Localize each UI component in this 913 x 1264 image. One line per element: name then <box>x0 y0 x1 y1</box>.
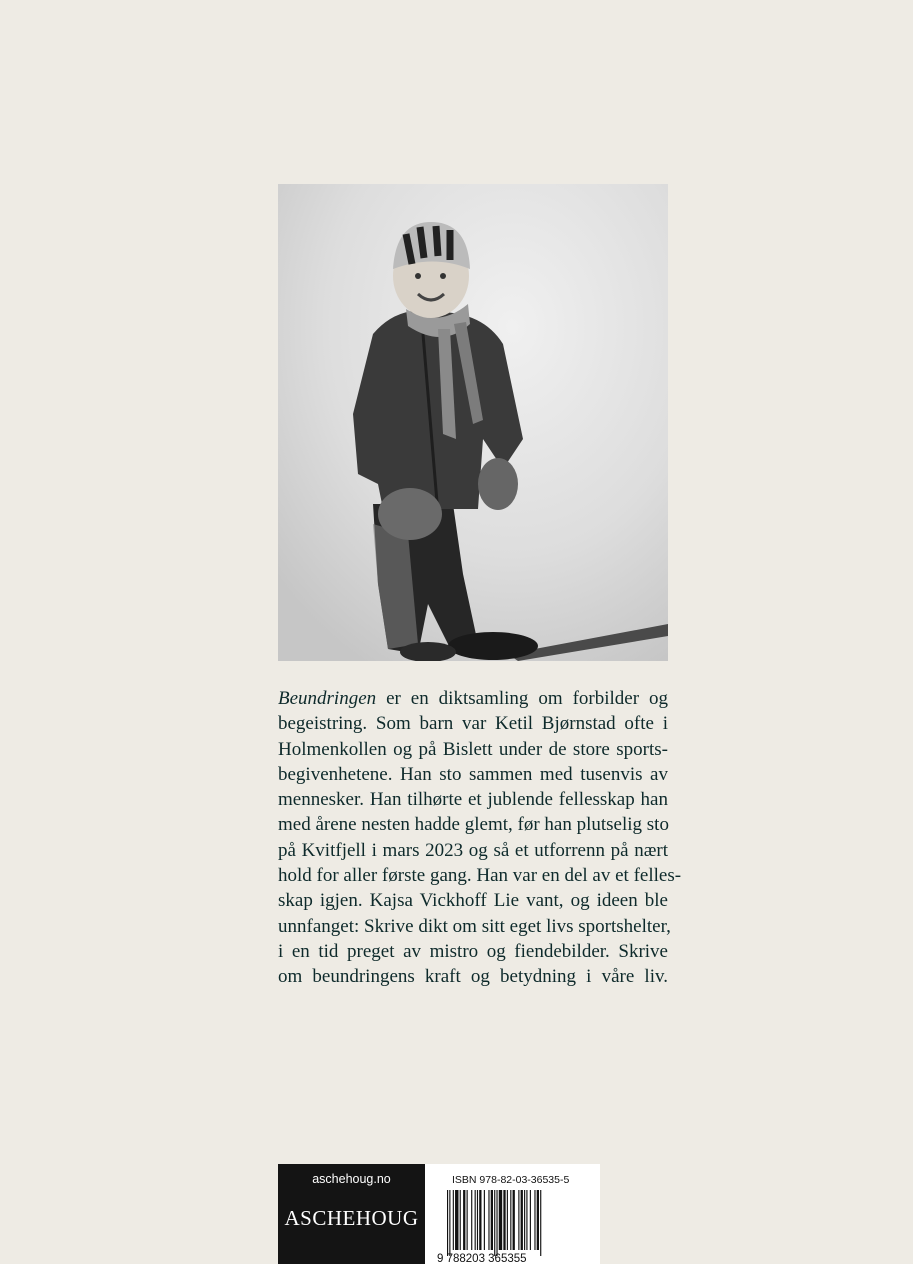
publisher-url[interactable]: aschehoug.no <box>312 1172 391 1186</box>
book-description <box>278 686 682 990</box>
barcode-bar <box>484 1190 485 1250</box>
barcode-bar <box>507 1190 508 1250</box>
barcode-bar <box>526 1190 527 1250</box>
barcode-bar <box>537 1190 539 1250</box>
barcode-bar <box>449 1190 450 1256</box>
barcode-bar <box>453 1190 454 1250</box>
blurb-line-12: om beundringens kraft og betydning i våre liv. <box>278 966 668 988</box>
barcode-bar <box>467 1190 468 1250</box>
barcode-bar <box>513 1190 515 1250</box>
blurb-line-6: med årene nesten hadde glemt, før han plutselig sto <box>278 814 669 836</box>
barcode-bar <box>534 1190 535 1250</box>
barcode-bar <box>479 1190 481 1250</box>
child-in-snow-photo <box>278 184 668 661</box>
barcode-bar <box>496 1190 497 1256</box>
barcode-bar <box>503 1190 505 1250</box>
blurb-line-5: mennesker. Han tilhørte et jublende fellesskap han <box>278 789 668 811</box>
barcode-bar <box>491 1190 493 1250</box>
barcode-bar <box>447 1190 448 1256</box>
blurb-line-3: Holmenkollen og på Bislett under de store sports- <box>278 738 668 760</box>
barcode-bar <box>540 1190 541 1256</box>
barcode-bar <box>499 1190 502 1250</box>
blurb-line-7: på Kvitfjell i mars 2023 og så et utforrenn på nært <box>278 839 668 861</box>
publisher-block <box>278 1164 425 1264</box>
barcode-bar <box>455 1190 458 1250</box>
barcode-bar <box>477 1190 478 1250</box>
book-title: Beundringen <box>278 688 377 709</box>
barcode-bar <box>494 1190 495 1256</box>
barcode-bar <box>488 1190 489 1250</box>
blurb-line-1: Beundringen er en diktsamling om forbilder og <box>278 688 668 709</box>
isbn-text: ISBN 978-82-03-36535-5 <box>452 1174 570 1186</box>
barcode-bar <box>518 1190 519 1250</box>
blurb-line-11: i en tid preget av mistro og fiendebilder. Skrive <box>278 940 668 962</box>
barcode-icon <box>437 1190 597 1264</box>
barcode-bar <box>475 1190 476 1250</box>
barcode-block <box>425 1164 600 1264</box>
blurb-line-4: begivenhetene. Han sto sammen med tusenvis av <box>278 763 668 785</box>
cover-photo <box>278 184 668 661</box>
barcode-bar <box>510 1190 511 1250</box>
barcode-bar <box>463 1190 465 1250</box>
barcode-bar <box>460 1190 461 1250</box>
barcode-digits: 9 788203 365355 <box>437 1253 527 1264</box>
barcode-bar <box>521 1190 523 1250</box>
barcode-bar <box>471 1190 472 1250</box>
blurb-line-2: begeistring. Som barn var Ketil Bjørnstad ofte i <box>278 713 668 735</box>
barcode-bar <box>524 1190 525 1250</box>
barcode-bar <box>530 1190 531 1250</box>
blurb-line-9: skap igjen. Kajsa Vickhoff Lie vant, og ideen ble <box>278 890 668 912</box>
blurb-line-10: unnfanget: Skrive dikt om sitt eget livs sportshelter, <box>278 915 671 937</box>
blurb-line-8: hold for aller første gang. Han var en del av et felles- <box>278 865 682 887</box>
publisher-logo: ASCHEHOUG <box>284 1206 419 1230</box>
